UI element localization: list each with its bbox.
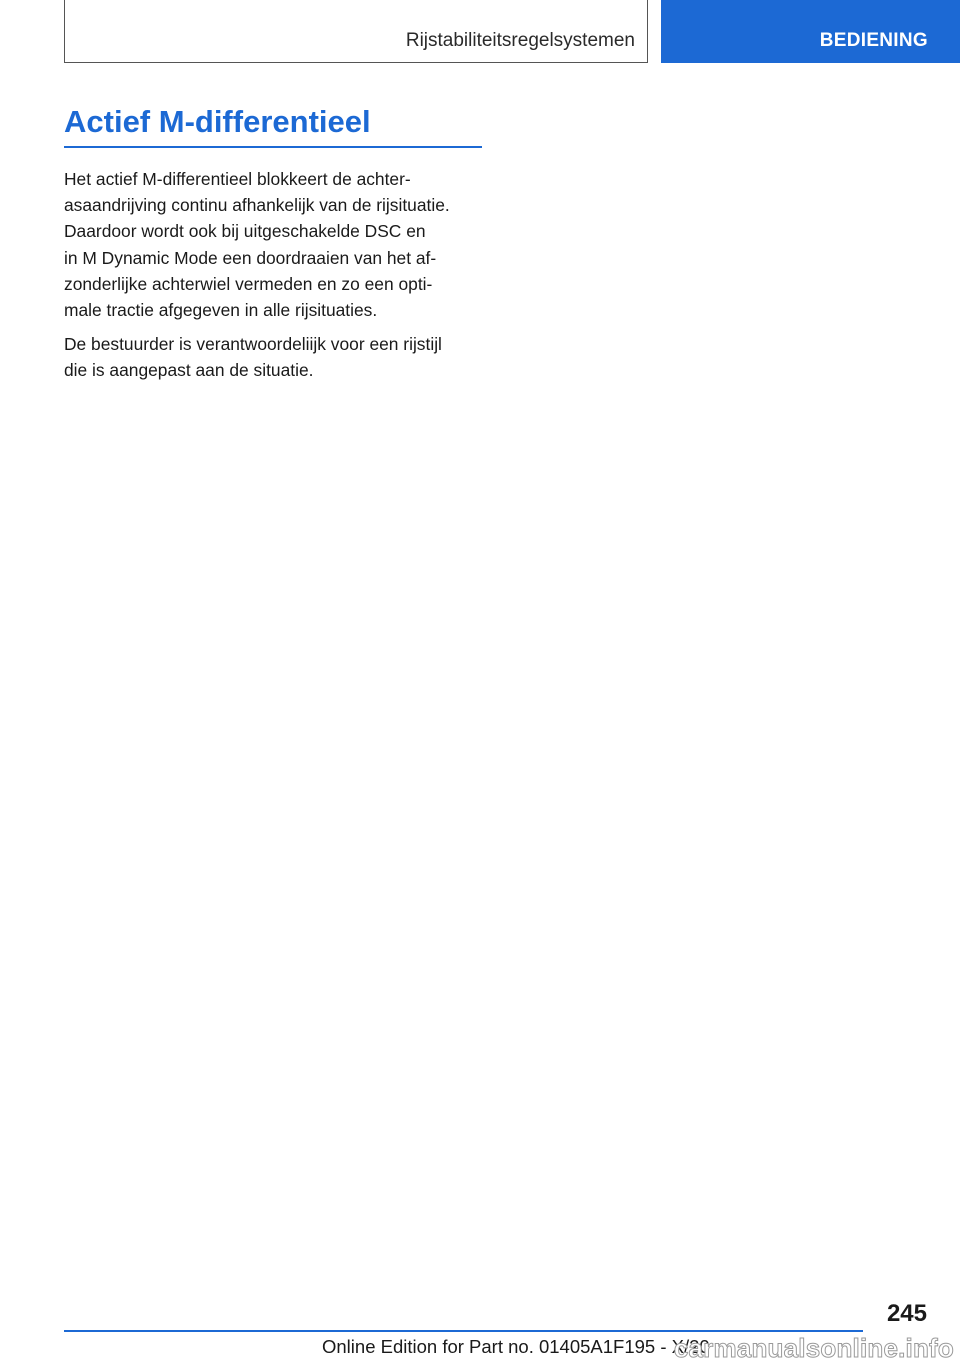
footer-rule bbox=[64, 1330, 863, 1332]
text-line: die is aangepast aan de situatie. bbox=[64, 360, 314, 381]
chapter-tab bbox=[661, 0, 960, 63]
watermark-logo: carmanualsonline.info bbox=[673, 1333, 954, 1363]
section-title: Rijstabiliteitsregelsystemen bbox=[405, 30, 635, 51]
text-line: Het actief M-differentieel blokkeert de achter- bbox=[64, 169, 411, 189]
text-line: male tractie afgegeven in alle rijsituaties. bbox=[64, 300, 378, 321]
title-underline bbox=[64, 146, 482, 148]
text-line: zonderlijke achterwiel vermeden en zo een opti- bbox=[64, 273, 433, 294]
paragraph-1 bbox=[64, 166, 482, 323]
text-line: in M Dynamic Mode een doordraaien van het af- bbox=[64, 247, 437, 268]
chapter-title: BEDIENING bbox=[819, 30, 928, 51]
paragraph-2 bbox=[64, 331, 482, 383]
footer-edition: Online Edition for Part no. 01405A1F195 - X/20 bbox=[322, 1336, 710, 1357]
body-text bbox=[64, 166, 482, 392]
text-line: De bestuurder is verantwoordeliijk voor een rijstijl bbox=[64, 334, 442, 355]
page-number: 245 bbox=[886, 1300, 927, 1327]
header-section-box bbox=[64, 0, 648, 63]
text-line: Daardoor wordt ook bij uitgeschakelde DSC en bbox=[64, 221, 426, 242]
page-title: Actief M-differentieel bbox=[64, 104, 371, 139]
text-line: asaandrijving continu afhankelijk van de rijsituatie. bbox=[64, 195, 450, 216]
